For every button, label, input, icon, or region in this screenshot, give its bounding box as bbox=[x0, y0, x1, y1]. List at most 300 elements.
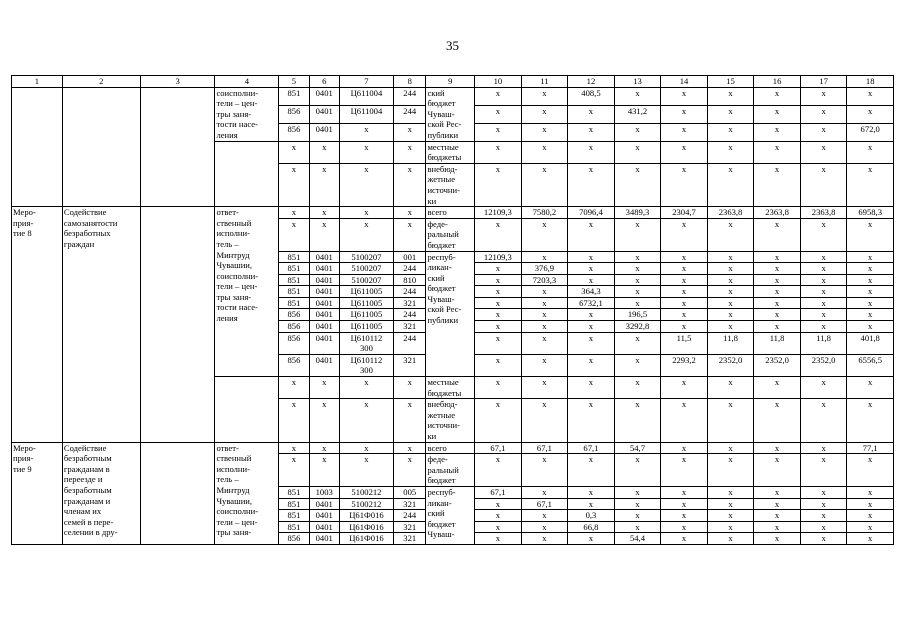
page-number: 35 bbox=[446, 38, 459, 53]
value-cell: x bbox=[754, 454, 801, 487]
code-cell: 001 bbox=[393, 251, 425, 263]
code-cell: Ц610112 300 bbox=[339, 332, 393, 354]
value-cell: x bbox=[661, 510, 708, 522]
code-cell: x bbox=[309, 218, 339, 251]
value-cell: x bbox=[754, 486, 801, 498]
value-cell: x bbox=[568, 454, 615, 487]
value-cell: x bbox=[568, 533, 615, 545]
value-cell: x bbox=[614, 141, 661, 163]
code-cell: x bbox=[393, 123, 425, 141]
value-cell: x bbox=[707, 454, 754, 487]
code-cell: x bbox=[393, 141, 425, 163]
value-cell: x bbox=[847, 498, 894, 510]
value-cell: 67,1 bbox=[475, 442, 522, 454]
code-cell: 851 bbox=[279, 251, 309, 263]
value-cell: x bbox=[614, 377, 661, 399]
value-cell: x bbox=[661, 274, 708, 286]
value-cell: x bbox=[475, 377, 522, 399]
value-cell: x bbox=[847, 521, 894, 533]
code-cell: 244 bbox=[393, 286, 425, 298]
value-cell: x bbox=[661, 521, 708, 533]
code-cell: 856 bbox=[279, 321, 309, 333]
value-cell: x bbox=[754, 399, 801, 442]
value-cell: x bbox=[661, 377, 708, 399]
source-cell: внебюд- жетные источни- ки bbox=[426, 399, 475, 442]
code-cell: 244 bbox=[393, 510, 425, 522]
value-cell: x bbox=[661, 454, 708, 487]
value-cell: x bbox=[707, 218, 754, 251]
measure-cell: Меро- прия- тие 9 bbox=[12, 442, 63, 544]
code-cell: x bbox=[339, 442, 393, 454]
code-cell: Ц61Ф016 bbox=[339, 521, 393, 533]
value-cell: x bbox=[521, 399, 568, 442]
value-cell: x bbox=[614, 163, 661, 206]
value-cell: x bbox=[847, 163, 894, 206]
column-header: 6 bbox=[309, 76, 339, 88]
code-cell: x bbox=[279, 442, 309, 454]
value-cell: x bbox=[707, 286, 754, 298]
value-cell: 6556,5 bbox=[847, 354, 894, 376]
code-cell: 851 bbox=[279, 297, 309, 309]
value-cell: x bbox=[800, 105, 847, 123]
value-cell: x bbox=[800, 163, 847, 206]
value-cell: x bbox=[614, 454, 661, 487]
value-cell: x bbox=[800, 521, 847, 533]
column-header: 11 bbox=[521, 76, 568, 88]
value-cell: x bbox=[521, 521, 568, 533]
value-cell: x bbox=[800, 442, 847, 454]
source-cell: феде- ральный бюджет bbox=[426, 454, 475, 487]
value-cell: x bbox=[847, 141, 894, 163]
code-cell: 321 bbox=[393, 297, 425, 309]
value-cell: x bbox=[707, 486, 754, 498]
value-cell: x bbox=[521, 218, 568, 251]
value-cell: x bbox=[754, 510, 801, 522]
value-cell: x bbox=[847, 274, 894, 286]
value-cell: 3292,8 bbox=[614, 321, 661, 333]
value-cell: 196,5 bbox=[614, 309, 661, 321]
value-cell: x bbox=[800, 263, 847, 275]
value-cell: 408,5 bbox=[568, 87, 615, 105]
value-cell: x bbox=[475, 332, 522, 354]
value-cell: x bbox=[800, 218, 847, 251]
value-cell: x bbox=[661, 123, 708, 141]
code-cell: 244 bbox=[393, 309, 425, 321]
value-cell: x bbox=[614, 486, 661, 498]
code-cell: Ц611004 bbox=[339, 105, 393, 123]
value-cell: 11,5 bbox=[661, 332, 708, 354]
value-cell: 67,1 bbox=[521, 442, 568, 454]
value-cell: x bbox=[800, 251, 847, 263]
column-header: 15 bbox=[707, 76, 754, 88]
value-cell: x bbox=[847, 87, 894, 105]
executor-cell bbox=[215, 141, 279, 207]
code-cell: x bbox=[279, 218, 309, 251]
value-cell: x bbox=[707, 510, 754, 522]
value-cell: x bbox=[521, 354, 568, 376]
value-cell: x bbox=[800, 510, 847, 522]
code-cell: 5100207 bbox=[339, 263, 393, 275]
value-cell: x bbox=[521, 123, 568, 141]
value-cell: x bbox=[707, 521, 754, 533]
code-cell: x bbox=[393, 163, 425, 206]
source-cell: феде- ральный бюджет bbox=[426, 218, 475, 251]
code-cell: 5100207 bbox=[339, 274, 393, 286]
value-cell: x bbox=[754, 123, 801, 141]
value-cell: x bbox=[614, 332, 661, 354]
code-cell: x bbox=[279, 399, 309, 442]
value-cell: x bbox=[475, 263, 522, 275]
value-cell: x bbox=[847, 105, 894, 123]
code-cell: 856 bbox=[279, 332, 309, 354]
code-cell: 244 bbox=[393, 263, 425, 275]
value-cell: x bbox=[475, 297, 522, 309]
code-cell: x bbox=[309, 442, 339, 454]
value-cell: 672,0 bbox=[847, 123, 894, 141]
value-cell: x bbox=[521, 141, 568, 163]
value-cell: x bbox=[475, 286, 522, 298]
value-cell: x bbox=[707, 105, 754, 123]
value-cell: x bbox=[521, 163, 568, 206]
value-cell: 54,4 bbox=[614, 533, 661, 545]
code-cell: 1003 bbox=[309, 486, 339, 498]
value-cell: x bbox=[521, 533, 568, 545]
value-cell: x bbox=[800, 141, 847, 163]
value-cell: x bbox=[475, 354, 522, 376]
column-header: 14 bbox=[661, 76, 708, 88]
value-cell: x bbox=[707, 163, 754, 206]
value-cell: x bbox=[475, 521, 522, 533]
code-cell: Ц611004 bbox=[339, 87, 393, 105]
code-cell: 856 bbox=[279, 533, 309, 545]
code-cell: 244 bbox=[393, 332, 425, 354]
value-cell: 2293,2 bbox=[661, 354, 708, 376]
value-cell: x bbox=[661, 163, 708, 206]
column-header: 1 bbox=[12, 76, 63, 88]
code-cell: x bbox=[279, 207, 309, 219]
value-cell: x bbox=[614, 87, 661, 105]
value-cell: 431,2 bbox=[614, 105, 661, 123]
value-cell: x bbox=[754, 533, 801, 545]
value-cell: x bbox=[661, 218, 708, 251]
value-cell: x bbox=[754, 218, 801, 251]
code-cell: x bbox=[279, 377, 309, 399]
code-cell: 244 bbox=[393, 105, 425, 123]
code-cell: 851 bbox=[279, 498, 309, 510]
column-header: 5 bbox=[279, 76, 309, 88]
value-cell: 3489,3 bbox=[614, 207, 661, 219]
code-cell: 0401 bbox=[309, 297, 339, 309]
column-header: 7 bbox=[339, 76, 393, 88]
total-row bbox=[12, 442, 894, 454]
source-cell: респуб- ликан- ский бюджет Чуваш- bbox=[426, 486, 475, 544]
code-cell: x bbox=[309, 163, 339, 206]
value-cell: x bbox=[568, 321, 615, 333]
column-header: 18 bbox=[847, 76, 894, 88]
code-cell: Ц611005 bbox=[339, 321, 393, 333]
value-cell: x bbox=[754, 274, 801, 286]
source-cell: всего bbox=[426, 442, 475, 454]
value-cell: x bbox=[661, 498, 708, 510]
value-cell: 67,1 bbox=[475, 486, 522, 498]
column-header: 8 bbox=[393, 76, 425, 88]
value-cell: x bbox=[614, 297, 661, 309]
value-cell: x bbox=[568, 141, 615, 163]
value-cell: x bbox=[847, 218, 894, 251]
code-cell: x bbox=[339, 163, 393, 206]
value-cell: x bbox=[475, 274, 522, 286]
code-cell: 0401 bbox=[309, 332, 339, 354]
value-cell: x bbox=[521, 87, 568, 105]
value-cell: x bbox=[475, 309, 522, 321]
executor-cell: соисполни- тели – цен- тры заня- тости насе- ления bbox=[215, 87, 279, 141]
code-cell: 0401 bbox=[309, 521, 339, 533]
value-cell: x bbox=[661, 442, 708, 454]
code-cell: x bbox=[309, 454, 339, 487]
value-cell: x bbox=[707, 377, 754, 399]
value-cell: x bbox=[614, 286, 661, 298]
value-cell: x bbox=[614, 521, 661, 533]
value-cell: x bbox=[475, 399, 522, 442]
value-cell: x bbox=[568, 498, 615, 510]
value-cell: x bbox=[707, 123, 754, 141]
code-cell: Ц61Ф016 bbox=[339, 533, 393, 545]
budget-table bbox=[11, 75, 894, 545]
col1-cell bbox=[12, 87, 63, 207]
value-cell: x bbox=[475, 510, 522, 522]
code-cell: 0401 bbox=[309, 309, 339, 321]
value-cell: x bbox=[847, 263, 894, 275]
code-cell: 856 bbox=[279, 105, 309, 123]
value-cell: 66,8 bbox=[568, 521, 615, 533]
value-cell: x bbox=[661, 297, 708, 309]
source-cell: местные бюджеты bbox=[426, 141, 475, 163]
value-cell: x bbox=[754, 521, 801, 533]
value-cell: x bbox=[661, 105, 708, 123]
value-cell: x bbox=[754, 442, 801, 454]
value-cell: 2363,8 bbox=[800, 207, 847, 219]
value-cell: x bbox=[800, 533, 847, 545]
value-cell: x bbox=[754, 286, 801, 298]
value-cell: x bbox=[707, 274, 754, 286]
value-cell: x bbox=[707, 442, 754, 454]
source-cell: респуб- ликан- ский бюджет Чуваш- ской Рес- публики bbox=[426, 251, 475, 377]
value-cell: x bbox=[754, 297, 801, 309]
value-cell: x bbox=[661, 251, 708, 263]
code-cell: 0401 bbox=[309, 286, 339, 298]
value-cell: x bbox=[707, 533, 754, 545]
value-cell: 7096,4 bbox=[568, 207, 615, 219]
value-cell: 2363,8 bbox=[707, 207, 754, 219]
code-cell: Ц61Ф016 bbox=[339, 510, 393, 522]
value-cell: x bbox=[847, 533, 894, 545]
value-cell: x bbox=[800, 309, 847, 321]
code-cell: 851 bbox=[279, 521, 309, 533]
value-cell: x bbox=[800, 87, 847, 105]
value-cell: x bbox=[847, 286, 894, 298]
value-cell: x bbox=[661, 286, 708, 298]
code-cell: 5100212 bbox=[339, 486, 393, 498]
code-cell: x bbox=[393, 442, 425, 454]
value-cell: x bbox=[754, 251, 801, 263]
value-cell: x bbox=[521, 297, 568, 309]
measure-name-cell: Содействие безработным гражданам в переезде и безработным гражданам и членам их семей в пере- селении в дру- bbox=[62, 442, 140, 544]
source-cell: местные бюджеты bbox=[426, 377, 475, 399]
code-cell: 5100207 bbox=[339, 251, 393, 263]
value-cell: x bbox=[475, 105, 522, 123]
value-cell: 11,8 bbox=[707, 332, 754, 354]
code-cell: 856 bbox=[279, 354, 309, 376]
value-cell: x bbox=[614, 498, 661, 510]
value-cell: x bbox=[568, 274, 615, 286]
value-cell: x bbox=[754, 321, 801, 333]
value-cell: x bbox=[475, 533, 522, 545]
value-cell: x bbox=[661, 533, 708, 545]
code-cell: x bbox=[393, 377, 425, 399]
code-cell: 321 bbox=[393, 521, 425, 533]
value-cell: x bbox=[754, 263, 801, 275]
code-cell: 321 bbox=[393, 321, 425, 333]
value-cell: x bbox=[754, 87, 801, 105]
code-cell: x bbox=[393, 399, 425, 442]
value-cell: x bbox=[521, 486, 568, 498]
column-header: 9 bbox=[426, 76, 475, 88]
value-cell: x bbox=[568, 486, 615, 498]
value-cell: x bbox=[475, 321, 522, 333]
value-cell: x bbox=[614, 274, 661, 286]
code-cell: x bbox=[393, 218, 425, 251]
value-cell: 67,1 bbox=[521, 498, 568, 510]
code-cell: 851 bbox=[279, 87, 309, 105]
value-cell: x bbox=[521, 454, 568, 487]
value-cell: x bbox=[707, 297, 754, 309]
column-header: 3 bbox=[140, 76, 215, 88]
value-cell: x bbox=[800, 286, 847, 298]
value-cell: x bbox=[521, 309, 568, 321]
value-cell: x bbox=[614, 123, 661, 141]
value-cell: x bbox=[754, 309, 801, 321]
code-cell: 0401 bbox=[309, 87, 339, 105]
value-cell: x bbox=[661, 263, 708, 275]
code-cell: x bbox=[279, 163, 309, 206]
value-cell: x bbox=[568, 163, 615, 206]
value-cell: 11,8 bbox=[800, 332, 847, 354]
value-cell: x bbox=[661, 141, 708, 163]
code-cell: Ц611005 bbox=[339, 309, 393, 321]
value-cell: x bbox=[568, 309, 615, 321]
value-cell: x bbox=[475, 218, 522, 251]
value-cell: 376,9 bbox=[521, 263, 568, 275]
code-cell: 244 bbox=[393, 87, 425, 105]
value-cell: x bbox=[754, 141, 801, 163]
code-cell: x bbox=[309, 207, 339, 219]
value-cell: x bbox=[847, 399, 894, 442]
value-cell: x bbox=[707, 87, 754, 105]
value-cell: 364,3 bbox=[568, 286, 615, 298]
value-cell: x bbox=[800, 377, 847, 399]
code-cell: x bbox=[309, 377, 339, 399]
value-cell: x bbox=[568, 123, 615, 141]
value-cell: x bbox=[800, 274, 847, 286]
value-cell: 2352,0 bbox=[800, 354, 847, 376]
code-cell: 851 bbox=[279, 274, 309, 286]
value-cell: x bbox=[614, 251, 661, 263]
code-cell: x bbox=[393, 454, 425, 487]
col3-cell bbox=[140, 87, 215, 207]
value-cell: x bbox=[521, 251, 568, 263]
value-cell: x bbox=[568, 354, 615, 376]
value-cell: x bbox=[847, 251, 894, 263]
code-cell: 0401 bbox=[309, 498, 339, 510]
value-cell: x bbox=[614, 263, 661, 275]
code-cell: 0401 bbox=[309, 105, 339, 123]
value-cell: x bbox=[800, 486, 847, 498]
value-cell: 7580,2 bbox=[521, 207, 568, 219]
value-cell: x bbox=[847, 454, 894, 487]
value-cell: 2352,0 bbox=[754, 354, 801, 376]
code-cell: x bbox=[339, 141, 393, 163]
value-cell: x bbox=[800, 123, 847, 141]
value-cell: x bbox=[475, 141, 522, 163]
value-cell: x bbox=[661, 87, 708, 105]
code-cell: 0401 bbox=[309, 533, 339, 545]
value-cell: x bbox=[661, 399, 708, 442]
measure-cell: Меро- прия- тие 8 bbox=[12, 207, 63, 442]
value-cell: 77,1 bbox=[847, 442, 894, 454]
code-cell: x bbox=[279, 141, 309, 163]
value-cell: x bbox=[847, 309, 894, 321]
value-cell: 6732,1 bbox=[568, 297, 615, 309]
code-cell: x bbox=[309, 399, 339, 442]
value-cell: x bbox=[800, 399, 847, 442]
measure-name-cell: Содействие самозанятости безработных граждан bbox=[62, 207, 140, 442]
column-header: 16 bbox=[754, 76, 801, 88]
code-cell: 810 bbox=[393, 274, 425, 286]
code-cell: 0401 bbox=[309, 274, 339, 286]
code-cell: 0401 bbox=[309, 354, 339, 376]
value-cell: x bbox=[800, 454, 847, 487]
code-cell: 856 bbox=[279, 309, 309, 321]
column-header: 10 bbox=[475, 76, 522, 88]
value-cell: x bbox=[614, 510, 661, 522]
total-row bbox=[12, 207, 894, 219]
value-cell: x bbox=[847, 486, 894, 498]
code-cell: 005 bbox=[393, 486, 425, 498]
value-cell: 2304,7 bbox=[661, 207, 708, 219]
column-header: 2 bbox=[62, 76, 140, 88]
code-cell: x bbox=[339, 123, 393, 141]
value-cell: 12109,3 bbox=[475, 207, 522, 219]
value-cell: x bbox=[661, 309, 708, 321]
code-cell: x bbox=[339, 377, 393, 399]
value-cell: x bbox=[568, 105, 615, 123]
code-cell: x bbox=[339, 399, 393, 442]
source-cell: ский бюджет Чуваш- ской Рес- публики bbox=[426, 87, 475, 141]
value-cell: x bbox=[568, 399, 615, 442]
value-cell: 0,3 bbox=[568, 510, 615, 522]
code-cell: 851 bbox=[279, 510, 309, 522]
col3-cell bbox=[140, 207, 215, 442]
column-header: 13 bbox=[614, 76, 661, 88]
value-cell: x bbox=[707, 309, 754, 321]
value-cell: x bbox=[475, 87, 522, 105]
value-cell: x bbox=[847, 321, 894, 333]
code-cell: x bbox=[279, 454, 309, 487]
value-cell: x bbox=[754, 163, 801, 206]
code-cell: 321 bbox=[393, 498, 425, 510]
table-row bbox=[12, 87, 894, 105]
column-header: 17 bbox=[800, 76, 847, 88]
